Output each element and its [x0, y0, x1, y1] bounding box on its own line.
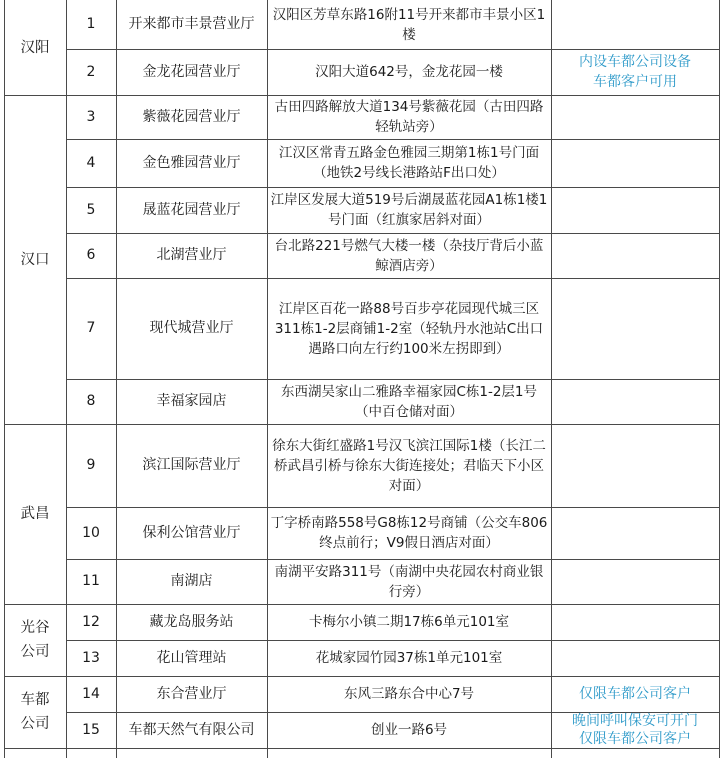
hall-name: 紫薇花园营业厅 [142, 108, 241, 125]
hall-note [551, 187, 719, 233]
hall-note: 仅限车都公司客户 [579, 686, 691, 702]
hall-note: 晚间呼叫保安可开门 仅限车都公司客户 [572, 713, 698, 747]
hall-address: 卡梅尔小镇二期17栋6单元101室 [308, 614, 510, 630]
row-number: 8 [86, 393, 96, 409]
hall-name: 滨江国际营业厅 [142, 457, 241, 473]
hall-note [551, 0, 719, 49]
row-number: 15 [82, 721, 100, 738]
hall-address: 创业一路6号 [370, 722, 448, 738]
hall-name: 藏龙岛服务站 [149, 613, 234, 630]
row-number: 5 [86, 201, 96, 218]
row-number: 6 [86, 247, 96, 263]
row-number: 3 [86, 108, 96, 125]
district-cell-guanggu: 光谷 公司 [20, 620, 50, 660]
hall-name: 花山管理站 [156, 649, 227, 666]
hall-address: 花城家园竹园37栋1单元101室 [315, 650, 503, 666]
table-border [4, 748, 720, 749]
hall-name: 晟蓝花园营业厅 [142, 201, 241, 218]
row-number: 14 [82, 685, 100, 702]
district-cell-wuchang: 武昌 [20, 506, 50, 522]
hall-address: 台北路221号燃气大楼一楼（杂技厅背后小蓝鲸酒店旁） [274, 237, 544, 274]
hall-address: 江岸区发展大道519号后湖晟蓝花园A1栋1楼1号门面（红旗家居斜对面） [270, 192, 548, 228]
hall-name: 南湖店 [170, 573, 213, 589]
hall-address: 江岸区百花一路88号百步亭花园现代城三区311栋1-2层商铺1-2室（轻轨丹水池站C出口遇路口向左行约100米左拐即到） [274, 300, 544, 357]
hall-note [551, 424, 719, 507]
row-number: 2 [86, 63, 96, 80]
hall-note [551, 95, 719, 139]
hall-address: 古田四路解放大道134号紫薇花园（古田四路轻轨站旁） [274, 99, 544, 135]
row-number: 7 [86, 320, 96, 336]
hall-name: 现代城营业厅 [149, 320, 234, 336]
row-number: 12 [82, 613, 100, 630]
hall-name: 金色雅园营业厅 [142, 154, 241, 171]
hall-address: 丁字桥南路558号G8栋12号商铺（公交车806终点前行；V9假日酒店对面） [270, 515, 548, 551]
district-cell-hankou: 汉口 [20, 251, 50, 268]
hall-note [551, 233, 719, 278]
hall-name: 车都天然气有限公司 [128, 721, 255, 738]
hall-note [551, 604, 719, 640]
district-cell-hanyang: 汉阳 [20, 39, 50, 56]
hall-address: 徐东大街红盛路1号汉飞滨江国际1楼（长江二桥武昌引桥与徐东大街连接处；君临天下小区对面） [272, 437, 546, 494]
hall-note [551, 278, 719, 379]
row-number: 13 [82, 649, 100, 666]
row-number: 4 [86, 154, 96, 171]
hall-note [551, 640, 719, 676]
hall-name: 幸福家园店 [156, 393, 227, 409]
hall-note [551, 507, 719, 559]
district-cell-chedu: 车都 公司 [20, 692, 50, 732]
hall-name: 北湖营业厅 [156, 247, 227, 263]
hall-note: 内设车都公司设备 车都客户可用 [579, 54, 691, 90]
hall-address: 南湖平安路311号（南湖中央花园农村商业银行旁） [274, 563, 544, 600]
hall-address: 东风三路东合中心7号 [343, 686, 475, 702]
hall-address: 东西湖吴家山二雅路幸福家园C栋1-2层1号（中百仓储对面） [280, 383, 538, 420]
hall-note [551, 379, 719, 424]
hall-address: 汉阳区芳草东路16附11号开来都市丰景小区1楼 [272, 6, 546, 43]
hall-address: 汉阳大道642号，金龙花园一楼 [315, 64, 503, 80]
row-number: 11 [82, 573, 100, 589]
hall-note [551, 559, 719, 604]
hall-note [551, 139, 719, 187]
row-number: 10 [82, 524, 100, 541]
hall-name: 保利公馆营业厅 [142, 524, 241, 541]
hall-address: 江汉区常青五路金色雅园三期第1栋1号门面（地铁2号线长港路站F出口处） [278, 145, 540, 181]
row-number: 9 [86, 457, 96, 473]
hall-name: 开来都市丰景营业厅 [128, 16, 255, 32]
hall-name: 东合营业厅 [156, 685, 227, 702]
row-number: 1 [86, 16, 96, 32]
hall-name: 金龙花园营业厅 [142, 63, 241, 80]
